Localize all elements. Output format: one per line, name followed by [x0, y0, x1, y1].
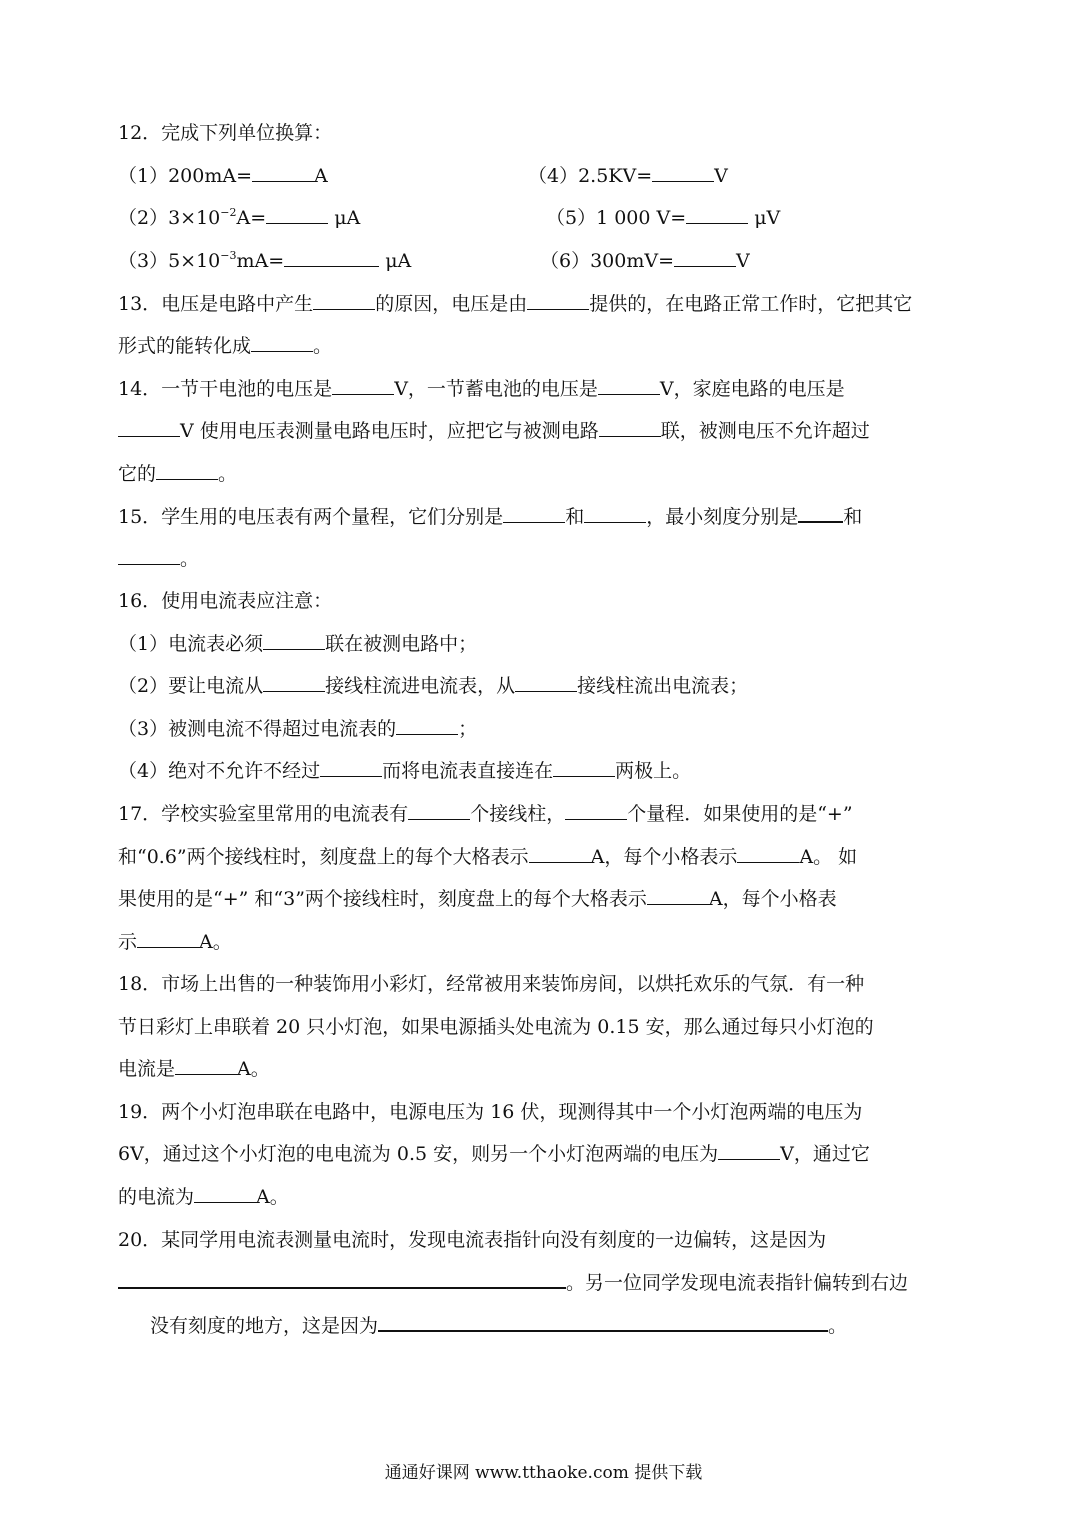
- q19-line-1: 19．两个小灯泡串联在电路中，电源电压为 16 伏，现测得其中一个小灯泡两端的电压为: [118, 1101, 863, 1123]
- answer-blank[interactable]: [686, 206, 748, 224]
- answer-blank[interactable]: [118, 419, 180, 437]
- q20-line-2: 。另一位同学发现电流表指针偏转到右边: [118, 1270, 908, 1295]
- answer-blank[interactable]: [584, 505, 646, 523]
- q18-line-1: 18．市场上出售的一种装饰用小彩灯，经常被用来装饰房间，以烘托欢乐的气氛．有一种: [118, 973, 865, 995]
- q12-title: 12．完成下列单位换算：: [118, 122, 333, 144]
- q17-line-2: 和“0.6”两个接线柱时，刻度盘上的每个大格表示 A，每个小格表示 A。 如: [118, 846, 858, 868]
- answer-blank[interactable]: [529, 845, 591, 863]
- answer-blank[interactable]: [565, 802, 627, 820]
- answer-blank[interactable]: [674, 249, 736, 267]
- answer-blank[interactable]: [118, 547, 180, 565]
- answer-blank[interactable]: [118, 1270, 566, 1289]
- answer-blank[interactable]: [718, 1142, 780, 1160]
- q12-item-1: （1）200mA= A: [118, 165, 328, 187]
- q17-line-1: 17．学校实验室里常用的电流表有 个接线柱， 个量程．如果使用的是“+”: [118, 803, 853, 825]
- q18-line-2: 节日彩灯上串联着 20 只小灯泡，如果电源插头处电流为 0.15 安，那么通过每只小灯泡的: [118, 1016, 874, 1038]
- q15-line-1: 15．学生用的电压表有两个量程，它们分别是 和 ，最小刻度分别是 和: [118, 506, 863, 528]
- q16-item-3: （3）被测电流不得超过电流表的 ；: [118, 718, 478, 740]
- answer-blank[interactable]: [737, 845, 799, 863]
- answer-blank[interactable]: [263, 632, 325, 650]
- q18-line-3: 电流是 A。: [118, 1058, 270, 1080]
- answer-blank[interactable]: [599, 419, 661, 437]
- answer-blank[interactable]: [798, 504, 843, 523]
- q14-line-3: 它的 。: [118, 463, 238, 485]
- answer-blank[interactable]: [156, 462, 218, 480]
- page-footer: 通通好课网 www.tthaoke.com 提供下载: [384, 1463, 703, 1483]
- q17-line-3: 果使用的是“+” 和“3”两个接线柱时，刻度盘上的每个大格表示 A，每个小格表: [118, 888, 837, 910]
- answer-blank[interactable]: [252, 164, 314, 182]
- q16-item-1: （1）电流表必须 联在被测电路中；: [118, 633, 478, 655]
- q12-item-3: $(3)5\times 10^{-3}mA= \mu A$: [118, 249, 412, 272]
- q14-line-2: V 使用电压表测量电路电压时，应把它与被测电路 联，被测电压不允许超过: [118, 419, 870, 443]
- q17-line-4: 示 A。: [118, 931, 232, 953]
- answer-blank[interactable]: [284, 249, 379, 267]
- answer-blank[interactable]: [396, 717, 458, 735]
- q12-item-6: （6）300mV= V: [540, 250, 750, 272]
- answer-blank[interactable]: [503, 505, 565, 523]
- q12-item-5: （5）1 000 V= μV: [546, 207, 781, 229]
- answer-blank[interactable]: [527, 292, 589, 310]
- q19-line-2: 6V，通过这个小灯泡的电电流为 0.5 安，则另一个小灯泡两端的电压为 V，通过它: [118, 1143, 870, 1165]
- answer-blank[interactable]: [553, 759, 615, 777]
- q12-item-4: （4）2.5KV= V: [528, 165, 728, 187]
- q20-line-3: 没有刻度的地方，这是因为 。: [150, 1315, 848, 1337]
- answer-blank[interactable]: [378, 1313, 828, 1332]
- answer-blank[interactable]: [137, 930, 199, 948]
- answer-blank[interactable]: [408, 802, 470, 820]
- q15-line-2: 。: [118, 547, 199, 571]
- q13-line-1: 13．电压是电路中产生 的原因，电压是由 提供的，在电路正常工作时，它把其它: [118, 293, 913, 315]
- answer-blank[interactable]: [320, 759, 382, 777]
- answer-blank[interactable]: [515, 674, 577, 692]
- answer-blank[interactable]: [175, 1057, 237, 1075]
- q13-line-2: 形式的能转化成 。: [118, 335, 333, 357]
- answer-blank[interactable]: [251, 334, 313, 352]
- answer-blank[interactable]: [263, 674, 325, 692]
- answer-blank[interactable]: [647, 887, 709, 905]
- answer-blank[interactable]: [266, 206, 328, 224]
- q16-item-2: （2）要让电流从 接线柱流进电流表，从 接线柱流出电流表；: [118, 675, 749, 697]
- q12-item-2: $(2)3\times 10^{-2}A= \mu A$: [118, 206, 361, 229]
- q16-item-4: （4）绝对不允许不经过 而将电流表直接连在 两极上。: [118, 760, 692, 782]
- q16-title: 16．使用电流表应注意：: [118, 590, 333, 612]
- answer-blank[interactable]: [313, 292, 375, 310]
- answer-blank[interactable]: [598, 377, 660, 395]
- q19-line-3: 的电流为 A。: [118, 1186, 289, 1208]
- answer-blank[interactable]: [652, 164, 714, 182]
- answer-blank[interactable]: [332, 377, 394, 395]
- q14-line-1: 14．一节干电池的电压是 V，一节蓄电池的电压是 V，家庭电路的电压是: [118, 378, 845, 400]
- answer-blank[interactable]: [194, 1185, 256, 1203]
- q20-line-1: 20．某同学用电流表测量电流时，发现电流表指针向没有刻度的一边偏转，这是因为: [118, 1229, 827, 1251]
